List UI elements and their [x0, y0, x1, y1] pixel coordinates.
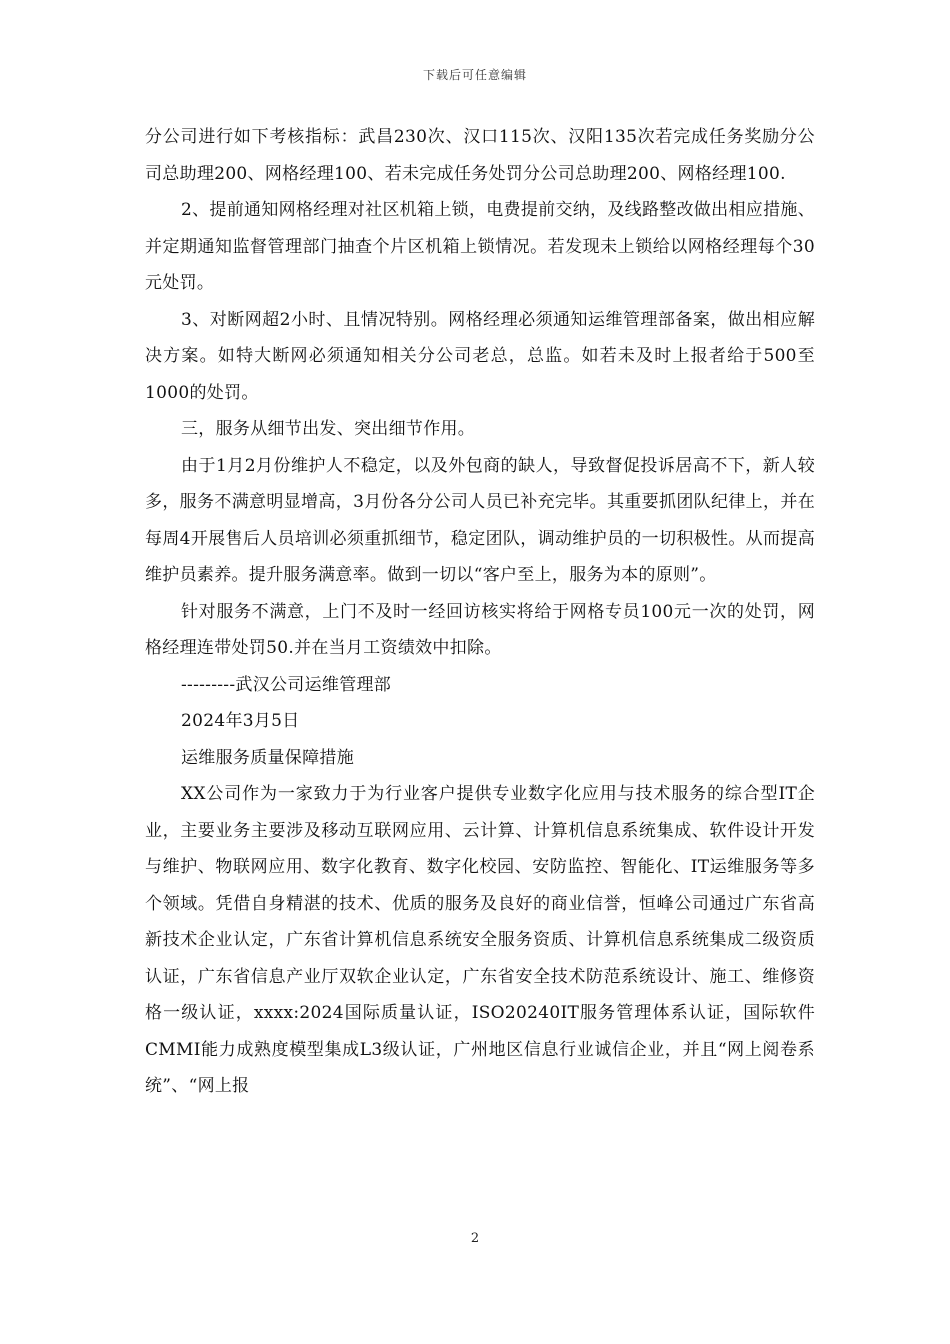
paragraph-item-3: 3、对断网超2小时、且情况特别。网格经理必须通知运维管理部备案，做出相应解决方案。如特大断网必须通知相关分公司老总，总监。如若未及时上报者给于500至1000的处罚。	[145, 309, 815, 403]
signature-date: 2024年3月5日	[181, 711, 300, 731]
section-heading-three: 三，服务从细节出发、突出细节作用。	[181, 419, 476, 439]
paragraph-company-intro: XX公司作为一家致力于为行业客户提供专业数字化应用与技术服务的综合型IT企业，主要业务主要涉及移动互联网应用、云计算、计算机信息系统集成、软件设计开发与维护、物联网应用、数字化教育、数字化校园、安防监控、智能化、IT运维服务等多个领域。凭借自身精湛的技术、优质的服务及良好的商业信誉，恒峰公司通过广东省高新技术企业认定，广东省计算机信息系统安全服务资质、计算机信息系统集成二级资质认证，广东省信息产业厅双软企业认定，广东省安全技术防范系统设计、施工、维修资格一级认证，xxxx:2024国际质量认证，ISO20240IT服务管理体系认证，国际软件CMMI能力成熟度模型集成L3级认证，广州地区信息行业诚信企业，并且“网上阅卷系统”、“网上报	[145, 784, 815, 1096]
paragraph-assessment-targets: 分公司进行如下考核指标：武昌230次、汉口115次、汉阳135次若完成任务奖励分公司总助理200、网格经理100、若未完成任务处罚分公司总助理200、网格经理100.	[145, 127, 815, 184]
paragraph-staffing: 由于1月2月份维护人不稳定，以及外包商的缺人，导致督促投诉居高不下，新人较多，服务不满意明显增高，3月份各分公司人员已补充完毕。其重要抓团队纪律上，并在每周4开展售后人员培训必须重抓细节，稳定团队，调动维护员的一切积极性。从而提高维护员素养。提升服务满意率。做到一切以“客户至上，服务为本的原则”。	[145, 455, 815, 585]
paragraph-penalty: 针对服务不满意，上门不及时一经回访核实将给于网格专员100元一次的处罚，网格经理连带处罚50.并在当月工资绩效中扣除。	[145, 601, 815, 658]
paragraph-item-2: 2、提前通知网格经理对社区机箱上锁，电费提前交纳，及线路整改做出相应措施、并定期通知监督管理部门抽查个片区机箱上锁情况。若发现未上锁给以网格经理每个30元处罚。	[145, 200, 815, 293]
document-title: 运维服务质量保障措施	[181, 747, 354, 768]
page-number: 2	[470, 1231, 480, 1246]
page-header: 下载后可任意编辑	[422, 68, 527, 82]
signature-department: ---------武汉公司运维管理部	[181, 674, 392, 695]
document-body	[145, 119, 815, 1105]
